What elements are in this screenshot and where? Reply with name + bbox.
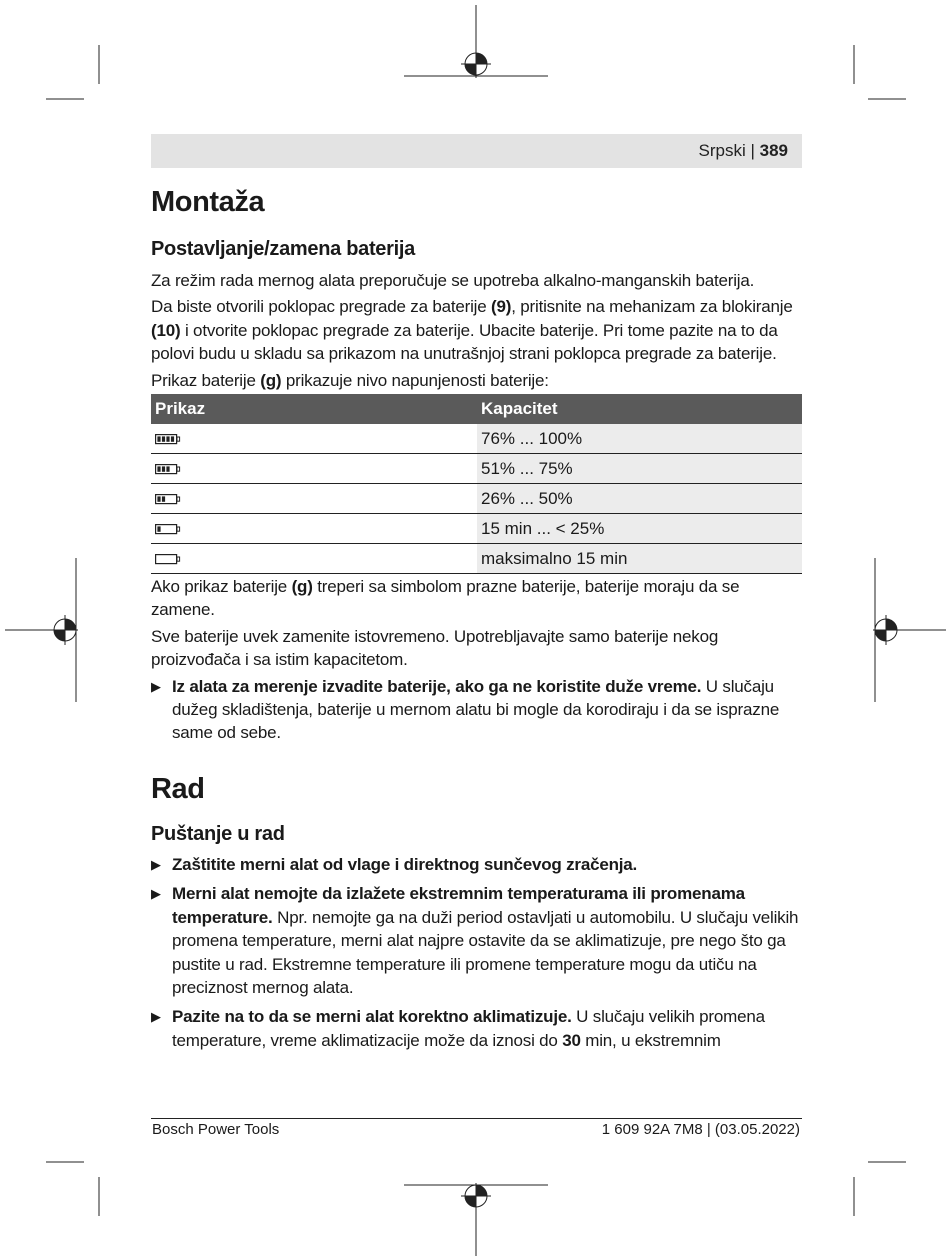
cell-capacity: 15 min ... < 25%: [477, 514, 802, 544]
battery-1-bar-icon: [155, 523, 181, 535]
battery-2-bars-icon: [155, 493, 181, 505]
column-header-capacity: Kapacitet: [477, 394, 802, 424]
footer-doc-id: 1 609 92A 7M8 | (03.05.2022): [601, 1121, 800, 1138]
bullet-text: min, u ekstremnim: [580, 1030, 721, 1050]
text: prikazuje nivo napunjenosti baterije:: [281, 370, 549, 390]
bullet-bold: Iz alata za merenje izvadite baterije, ako ga ne koristite duže vreme.: [172, 676, 702, 696]
cell-display: [151, 514, 477, 544]
table-row: [151, 514, 802, 544]
cell-display: [151, 544, 477, 574]
footer-divider: [151, 1118, 802, 1119]
cell-capacity: 26% ... 50%: [477, 484, 802, 514]
cell-display: [151, 424, 477, 454]
section-title-montaza: Montaža: [151, 186, 265, 218]
cell-capacity: 51% ... 75%: [477, 454, 802, 484]
bullet-triangle-icon: ▶: [151, 1009, 161, 1025]
bullet-remove-batteries: [151, 675, 802, 745]
bullet-triangle-icon: ▶: [151, 678, 161, 694]
bullet-acclimatize: [151, 1005, 802, 1052]
bullet-text: U slučaju dužeg skladištenja, baterije u mernom alatu bi mogle da korodiraju i da se isprazne same od sebe.: [172, 676, 780, 743]
paragraph-battery-recommendation: Za režim rada mernog alata preporučuje se upotreba alkalno-manganskih baterija.: [151, 271, 755, 290]
text: , pritisnite na mehanizam za blokiranje: [511, 297, 793, 317]
subtitle-startup: Puštanje u rad: [151, 822, 285, 845]
bullet-triangle-icon: ▶: [151, 886, 161, 902]
cell-display: [151, 454, 477, 484]
paragraph-battery-display: [151, 369, 802, 392]
bullet-bold: Zaštitite merni alat od vlage i direktnog sunčevog zračenja.: [172, 854, 638, 874]
bullet-bold: Merni alat nemojte da izlažete ekstremnim temperaturama ili promenama temperature.: [172, 884, 745, 927]
battery-3-bars-icon: [155, 463, 181, 475]
page-number: 389: [759, 141, 788, 160]
paragraph-battery-blink: [151, 575, 802, 622]
ref-10: (10): [151, 320, 181, 340]
cell-capacity: maksimalno 15 min: [477, 544, 802, 574]
table-row: [151, 544, 802, 574]
cell-display: [151, 484, 477, 514]
ref-g: (g): [260, 370, 282, 390]
table-row: [151, 424, 802, 454]
battery-4-bars-icon: [155, 433, 181, 445]
text: Ako prikaz baterije: [151, 577, 292, 597]
subtitle-battery: Postavljanje/zamena baterija: [151, 238, 415, 260]
section-title-rad: Rad: [151, 772, 205, 805]
bullet-bold: Pazite na to da se merni alat korektno aklimatizuje.: [172, 1007, 572, 1027]
battery-empty-icon: [155, 553, 181, 565]
bullet-extreme-temperatures: [151, 882, 802, 999]
ref-9: (9): [491, 297, 512, 317]
bullet-protect-moisture: [151, 853, 802, 876]
text: treperi sa simbolom prazne baterije, baterije moraju da se zamene.: [151, 577, 740, 620]
table-header-row: [151, 394, 802, 424]
text: Da biste otvorili poklopac pregrade za baterije: [151, 297, 492, 317]
table-row: [151, 454, 802, 484]
main-content: [151, 184, 802, 1052]
table-row: [151, 484, 802, 514]
bullet-text: Npr. nemojte ga na duži period ostavljati u automobilu. U slučaju velikih promena temperature, merni alat najpre ostavite da se aklimatizuje, pre nego što ga pustite u rad. Ekstremne temperature ili promene temperature mogu da utiču na preciznost mernog alata.: [172, 907, 799, 997]
cell-capacity: 76% ... 100%: [477, 424, 802, 454]
paragraph-replace-all: Sve baterije uvek zamenite istovremeno. Upotrebljavajte samo baterije nekog proizvođača i sa istim kapacitetom.: [151, 626, 719, 670]
battery-capacity-table: [151, 394, 802, 574]
bullet-bold-number: 30: [562, 1030, 581, 1050]
bullet-text: U slučaju velikih promena temperature, vreme aklimatizacije može da iznosi do: [172, 1007, 765, 1050]
header-separator: |: [750, 141, 755, 160]
header-label: [699, 141, 789, 161]
text: Prikaz baterije: [151, 370, 261, 390]
page-header: [151, 134, 802, 168]
text: i otvorite poklopac pregrade za baterije. Ubacite baterije. Pri tome pazite na to da polovi budu u skladu sa prikazom na unutrašnjoj strani poklopca pregrade za baterije.: [151, 320, 778, 364]
paragraph-battery-insert: [151, 295, 802, 365]
column-header-display: Prikaz: [151, 394, 477, 424]
ref-g: (g): [291, 577, 313, 597]
header-language: Srpski: [698, 141, 746, 160]
footer-brand: Bosch Power Tools: [152, 1121, 280, 1138]
bullet-triangle-icon: ▶: [151, 856, 161, 872]
